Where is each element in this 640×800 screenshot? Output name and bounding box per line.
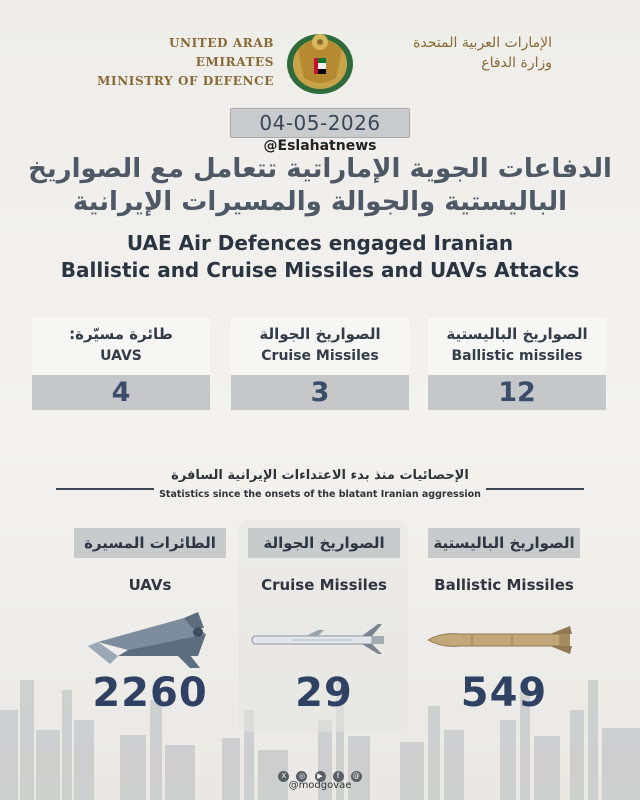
total-ballistic-value: 549 [460, 670, 548, 716]
total-cruise-value: 29 [295, 670, 353, 716]
instagram-icon[interactable]: ◎ [296, 771, 307, 782]
ministry-name-en: MINISTRY OF DEFENCE [97, 74, 274, 88]
total-column-cruise [232, 520, 416, 732]
daily-ballistic-value: 12 [428, 375, 606, 410]
daily-uav-label-en: UAVS [100, 348, 142, 364]
facebook-icon[interactable]: f [333, 771, 344, 782]
total-cruise-label-en: Cruise Missiles [261, 576, 387, 594]
daily-cruise-value: 3 [231, 375, 409, 410]
x-icon[interactable]: X [278, 771, 289, 782]
watermark-handle: @Eslahatnews [263, 138, 377, 154]
youtube-icon[interactable]: ▶ [315, 771, 326, 782]
ministry-name-ar: وزارة الدفاع [481, 55, 552, 71]
uae-header-arabic [368, 33, 552, 73]
uae-falcon-emblem-icon [284, 20, 356, 96]
total-ballistic-label-ar: الصواريخ الباليستية [428, 528, 580, 558]
daily-card-uav [32, 318, 210, 410]
threads-icon[interactable]: @ [352, 772, 360, 780]
uae-header-english [96, 34, 274, 91]
total-column-ballistic [412, 520, 596, 732]
daily-cruise-label-ar: الصواريخ الجوالة [259, 325, 381, 343]
footer-handle: @modgovae [288, 780, 352, 791]
ballistic-missile-icon [412, 606, 596, 676]
title-english-line2: Ballistic and Cruise Missiles and UAVs Attacks [60, 258, 580, 282]
country-name-en: UNITED ARAB EMIRATES [168, 36, 274, 69]
daily-ballistic-label-en: Ballistic missiles [451, 348, 583, 364]
daily-cruise-label-en: Cruise Missiles [261, 348, 379, 364]
daily-uav-value: 4 [32, 375, 210, 410]
title-english-line1: UAE Air Defences engaged Iranian [126, 231, 514, 255]
total-cruise-label-ar: الصواريخ الجوالة [248, 528, 400, 558]
cruise-missile-icon [232, 606, 416, 676]
statistics-heading-en: Statistics since the onsets of the blatant Iranian aggression [159, 489, 481, 500]
daily-card-cruise [231, 318, 409, 410]
total-ballistic-label-en: Ballistic Missiles [434, 576, 574, 594]
daily-card-ballistic [428, 318, 606, 410]
statistics-heading-ar: الإحصائيات منذ بدء الاعتداءات الإيرانية السافرة [171, 468, 469, 483]
daily-uav-label-ar: طائرة مسيّرة: [69, 325, 173, 343]
total-uav-value: 2260 [92, 670, 208, 716]
daily-ballistic-label-ar: الصواريخ الباليستية [446, 325, 588, 343]
drone-icon [58, 606, 242, 676]
total-uav-label-en: UAVs [128, 576, 172, 594]
total-column-uav [58, 520, 242, 732]
total-uav-label-ar: الطائرات المسيرة [74, 528, 226, 558]
date-badge: 04-05-2026 [230, 108, 410, 138]
title-arabic-line1: الدفاعات الجوية الإماراتية تتعامل مع الصواريخ [28, 154, 612, 184]
country-name-ar: الإمارات العربية المتحدة [413, 35, 552, 51]
title-arabic-line2: الباليستية والجوالة والمسيرات الإيرانية [72, 187, 568, 217]
